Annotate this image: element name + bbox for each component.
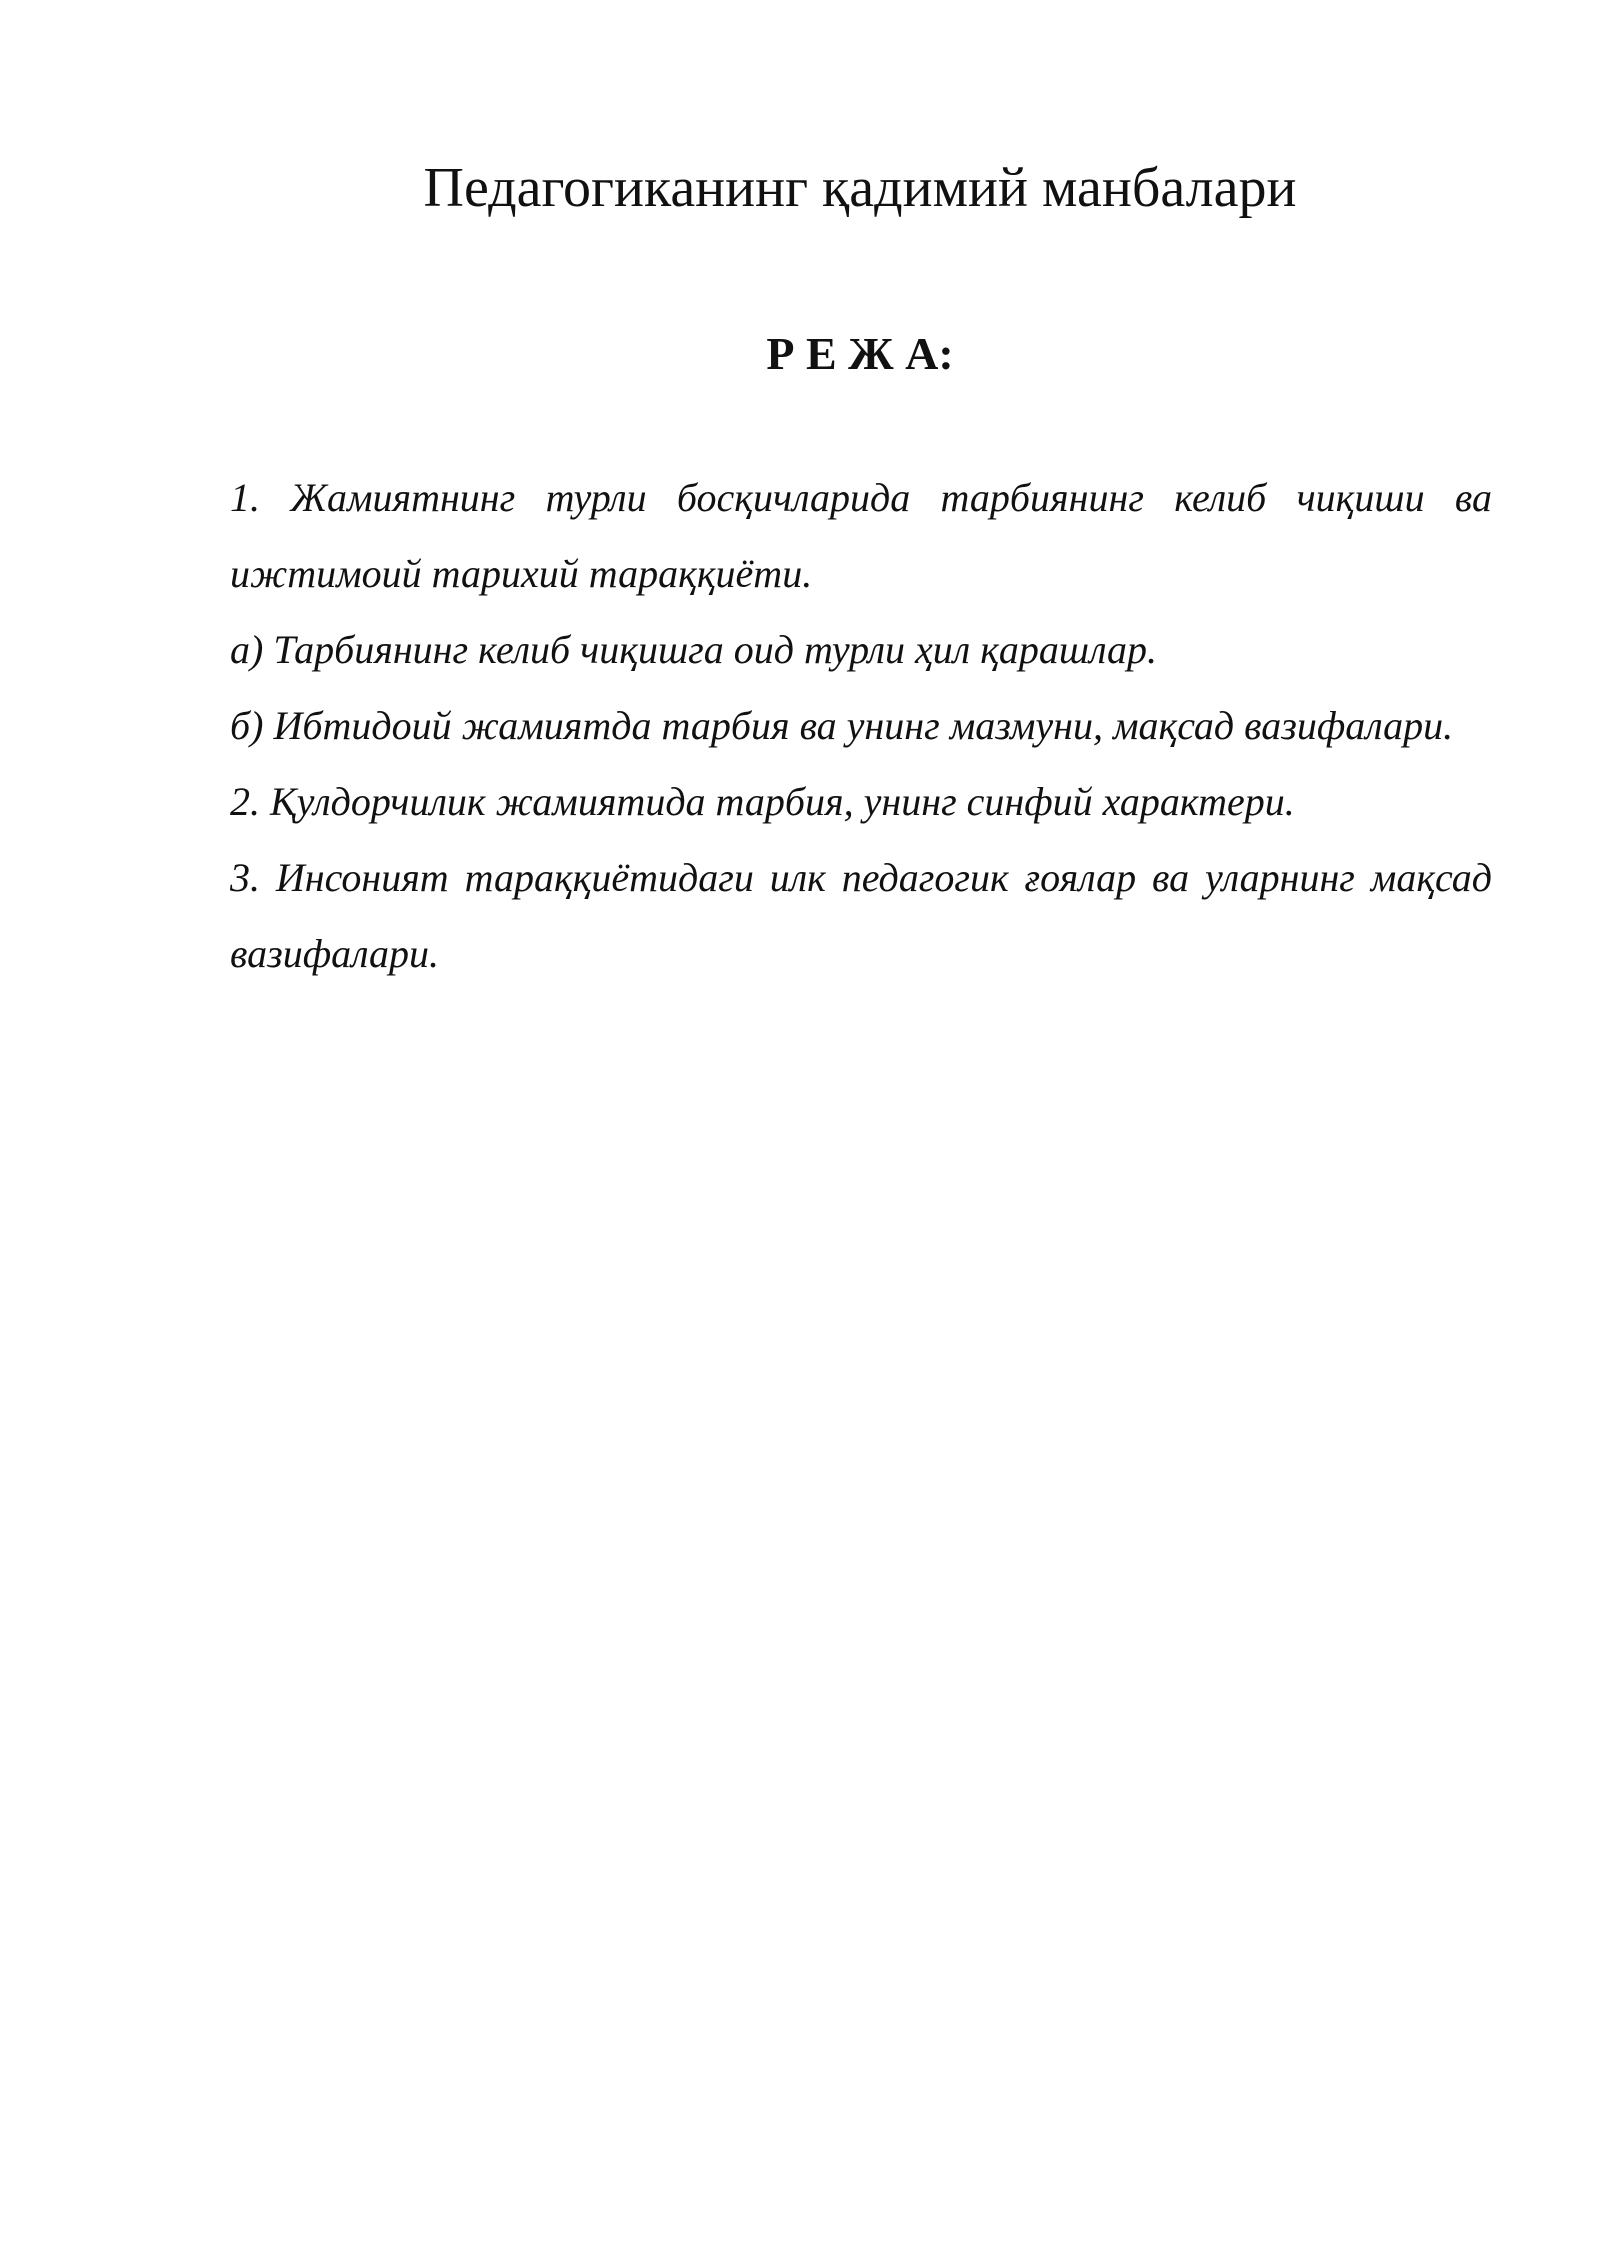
plan-item-2: 2. Қулдорчилик жамиятида тарбия, унинг синфий характери. bbox=[230, 779, 1295, 824]
plan-item-1a: а) Тарбиянинг келиб чиқишга оид турли ҳил қарашлар. bbox=[230, 627, 1158, 672]
page-title: Педагогиканинг қадимий манбалари bbox=[423, 157, 1297, 219]
plan-item-3: 3. Инсоният тараққиётидаги илк педагогик ғоялар ва уларнинг мақсад вазифалари. bbox=[230, 855, 1492, 976]
plan-item-1b: б) Ибтидоий жамиятда тарбия ва унинг мазмуни, мақсад вазифалари. bbox=[230, 703, 1454, 748]
plan-list bbox=[230, 460, 1492, 992]
plan-heading: Р Е Ж А: bbox=[766, 328, 954, 379]
plan-item-1: 1. Жамиятнинг турли босқичларида тарбиянинг келиб чиқиши ва ижтимоий тарихий тараққиёти. bbox=[230, 475, 1492, 596]
